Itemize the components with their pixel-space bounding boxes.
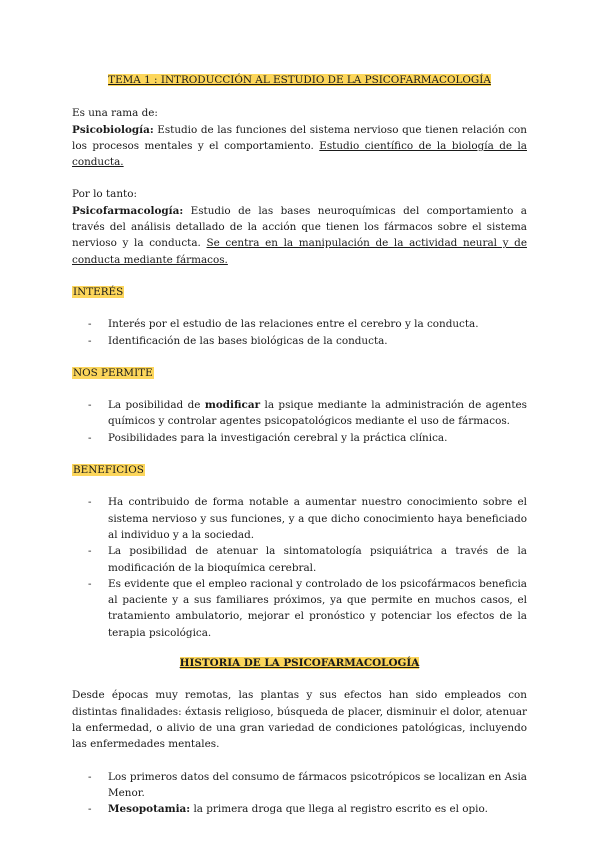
permite-item1-post: la psique mediante la administración de agentes químicos y controlar agentes psicopatológicos mediante el uso de fármacos. — [108, 399, 527, 428]
heading-interes-text: INTERÉS — [73, 285, 124, 298]
intro2-underlined: Se centra en la manipulación de la actividad neural y de conducta mediante fármacos. — [72, 237, 527, 266]
intro1-lead: Es una rama de: — [72, 107, 158, 120]
list-item — [72, 397, 527, 430]
document-page — [72, 66, 527, 817]
historia-item2-text: la primera droga que llega al registro escrito es el opio. — [193, 803, 488, 816]
list-item: - Es evidente que el empleo racional y controlado de los psicofármacos beneficia al paciente y a sus familiares próximos, ya que permite en muchos casos, el tratamiento ambulatorio, mejorar el pronóstico y potenciar los efectos de la terapia psicológica. — [72, 576, 527, 641]
heading-nos-permite-text: NOS PERMITE — [73, 366, 153, 379]
heading-historia — [72, 655, 527, 671]
historia-list — [72, 769, 527, 818]
intro2-lead: Por lo tanto: — [72, 188, 137, 201]
heading-beneficios-text: BENEFICIOS — [73, 464, 144, 477]
list-item: - Interés por el estudio de las relaciones entre el cerebro y la conducta. — [72, 316, 527, 332]
permite-item1-bold: modificar — [204, 399, 261, 412]
document-title — [72, 72, 527, 88]
historia-item2-bold: Mesopotamia: — [108, 803, 191, 816]
list-item — [72, 801, 527, 817]
list-item: - Ha contribuido de forma notable a aumentar nuestro conocimiento sobre el sistema nervioso y sus funciones, y a que dicho conocimiento haya beneficiado al individuo y a la sociedad. — [72, 494, 527, 543]
list-item: - Posibilidades para la investigación cerebral y la práctica clínica. — [72, 430, 527, 446]
list-item: - La posibilidad de atenuar la sintomatología psiquiátrica a través de la modificación de la bioquímica cerebral. — [72, 543, 527, 576]
intro2-text: Estudio de las bases neuroquímicas del comportamiento a través del análisis detallado de la acción que tienen los fármacos sobre el sistema nervioso y la conducta. — [72, 204, 527, 250]
beneficios-list — [72, 494, 527, 641]
intro1-paragraph — [72, 122, 527, 171]
term-psicofarmacologia: Psicofarmacología: — [72, 204, 184, 217]
intro1-text: Estudio de las funciones del sistema nervioso que tienen relación con los procesos mentales y el comportamiento. — [72, 123, 527, 152]
permite-list — [72, 397, 527, 446]
term-psicobiologia: Psicobiología: — [72, 123, 154, 136]
list-item: - Los primeros datos del consumo de fármacos psicotrópicos se localizan en Asia Menor. — [72, 769, 527, 802]
intro2-paragraph — [72, 203, 527, 268]
intro1-underlined: Estudio científico de la biología de la conducta. — [72, 139, 527, 169]
interes-list — [72, 316, 527, 349]
heading-interes — [72, 284, 527, 300]
heading-beneficios — [72, 462, 527, 478]
historia-paragraph: Desde épocas muy remotas, las plantas y sus efectos han sido empleados con distintas finalidades: éxtasis religioso, búsqueda de placer, disminuir el dolor, atenuar la enfermedad, o alivio de una gran variedad de condiciones patológicas, incluyendo las enfermedades mentales. — [72, 689, 527, 751]
heading-historia-text: HISTORIA DE LA PSICOFARMACOLOGÍA — [179, 657, 420, 670]
heading-nos-permite — [72, 365, 527, 381]
permite-item1-pre: La posibilidad de — [108, 399, 201, 412]
title-text: TEMA 1 : INTRODUCCIÓN AL ESTUDIO DE LA PSICOFARMACOLOGÍA — [108, 74, 491, 86]
list-item: - Identificación de las bases biológicas de la conducta. — [72, 333, 527, 349]
